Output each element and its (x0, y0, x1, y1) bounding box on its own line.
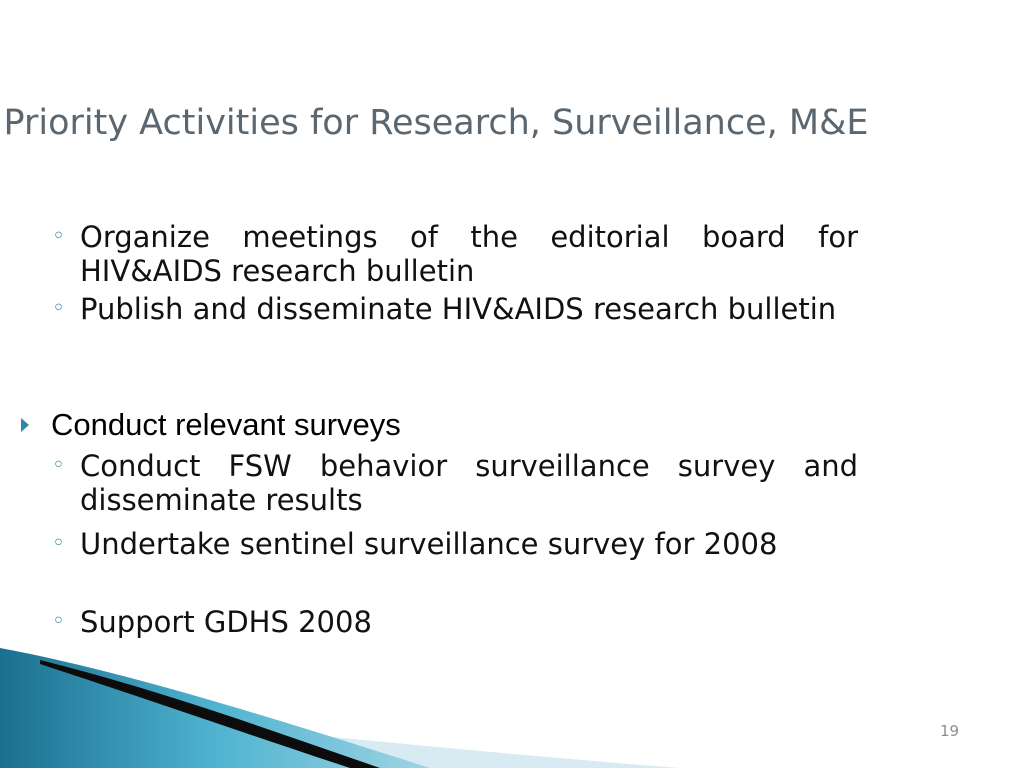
sub-bullet-item (52, 605, 858, 639)
sub-bullet-item (52, 449, 858, 517)
bullet-text: Support GDHS 2008 (80, 605, 372, 639)
bullet-text: Conduct relevant surveys (51, 407, 401, 442)
bullet-text: Publish and disseminate HIV&AIDS research bulletin (80, 292, 837, 326)
bullet-text: Undertake sentinel surveillance survey for 2008 (80, 527, 778, 561)
sub-bullet-item (52, 527, 858, 561)
hollow-circle-bullet-icon: ◦ (52, 609, 65, 634)
hollow-circle-bullet-icon: ◦ (52, 453, 65, 478)
hollow-circle-bullet-icon: ◦ (52, 224, 65, 249)
hollow-circle-bullet-icon: ◦ (52, 296, 65, 321)
bullet-text: Organize meetings of the editorial board for HIV&AIDS research bulletin (80, 220, 858, 288)
bullet-text: Conduct FSW behavior surveillance survey and disseminate results (80, 449, 858, 517)
hollow-circle-bullet-icon: ◦ (52, 531, 65, 556)
main-bullet-item (51, 406, 401, 444)
sub-bullet-item (52, 220, 858, 288)
triangle-bullet-icon (21, 418, 29, 432)
slide-title: Priority Activities for Research, Surveillance, M&E (3, 103, 869, 143)
sub-bullet-item (52, 292, 858, 326)
page-number: 19 (940, 722, 960, 740)
